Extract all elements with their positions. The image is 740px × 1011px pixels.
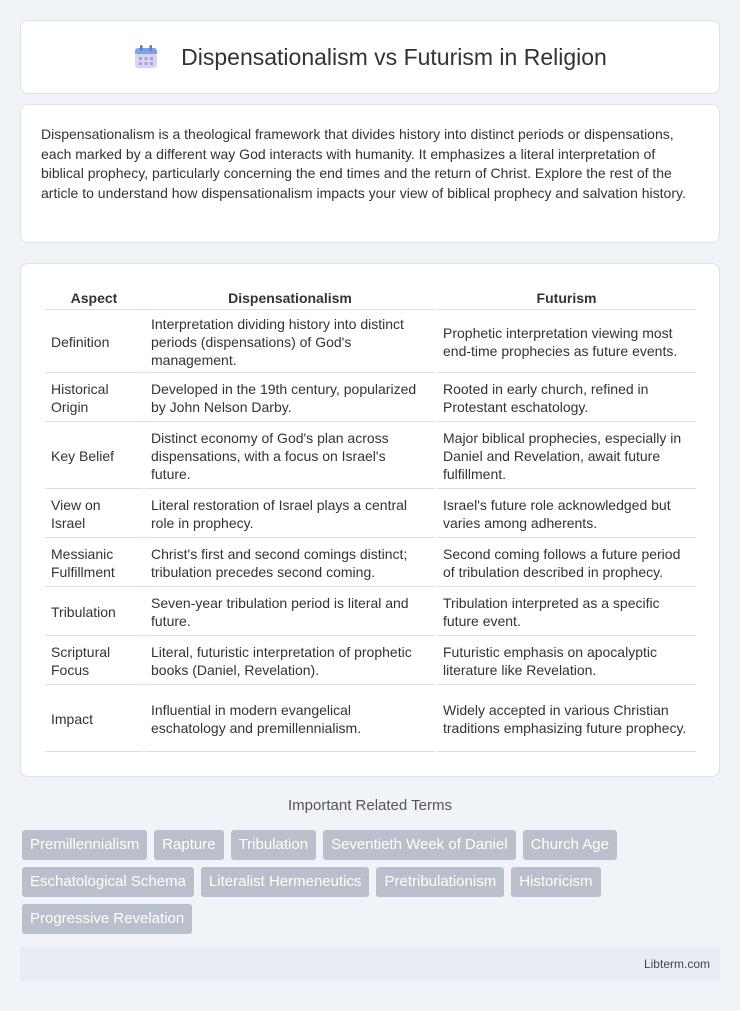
cell-aspect: Historical Origin <box>45 375 143 422</box>
cell-dispensationalism: Developed in the 19th century, popularized by John Nelson Darby. <box>145 375 435 422</box>
cell-futurism: Second coming follows a future period of tribulation described in prophecy. <box>437 540 696 587</box>
cell-dispensationalism: Christ's first and second comings distinct; tribulation precedes second coming. <box>145 540 435 587</box>
cell-futurism: Tribulation interpreted as a specific future event. <box>437 589 696 636</box>
cell-dispensationalism: Influential in modern evangelical eschatology and premillennialism. <box>145 687 435 752</box>
related-terms-section <box>0 797 740 828</box>
cell-aspect: Definition <box>45 312 143 373</box>
table-row <box>45 375 696 422</box>
tag-progressive-revelation[interactable]: Progressive Revelation <box>22 904 192 934</box>
table-row <box>45 638 696 685</box>
cell-futurism: Israel's future role acknowledged but varies among adherents. <box>437 491 696 538</box>
intro-card <box>20 104 720 243</box>
tag-rapture[interactable]: Rapture <box>154 830 223 860</box>
page-title: Dispensationalism vs Futurism in Religion <box>181 43 607 70</box>
calendar-icon <box>133 44 159 70</box>
cell-dispensationalism: Literal, futuristic interpretation of prophetic books (Daniel, Revelation). <box>145 638 435 685</box>
header-aspect: Aspect <box>45 286 143 310</box>
cell-dispensationalism: Seven-year tribulation period is literal and future. <box>145 589 435 636</box>
cell-aspect: View on Israel <box>45 491 143 538</box>
footer <box>20 947 720 981</box>
cell-aspect: Messianic Fulfillment <box>45 540 143 587</box>
cell-dispensationalism: Distinct economy of God's plan across dispensations, with a focus on Israel's future. <box>145 424 435 489</box>
table-row <box>45 589 696 636</box>
cell-futurism: Futuristic emphasis on apocalyptic literature like Revelation. <box>437 638 696 685</box>
footer-site-link[interactable]: Libterm.com <box>643 957 710 971</box>
header-futurism: Futurism <box>437 286 696 310</box>
table-row <box>45 312 696 373</box>
tag-pretribulationism[interactable]: Pretribulationism <box>376 867 504 897</box>
table-row <box>45 540 696 587</box>
cell-aspect: Key Belief <box>45 424 143 489</box>
cell-dispensationalism: Literal restoration of Israel plays a central role in prophecy. <box>145 491 435 538</box>
intro-text: Dispensationalism is a theological framework that divides history into distinct periods or dispensations, each marked by a different way God interacts with humanity. It emphasizes a literal interpretation of biblical prophecy, particularly concerning the end times and the return of Christ. Explore the rest of the article to understand how dispensationalism impacts your view of biblical prophecy and salvation history. <box>41 126 686 201</box>
cell-futurism: Prophetic interpretation viewing most end-time prophecies as future events. <box>437 312 696 373</box>
related-terms-tags <box>22 830 722 934</box>
table-row <box>45 687 696 752</box>
cell-futurism: Rooted in early church, refined in Protestant eschatology. <box>437 375 696 422</box>
comparison-table-card <box>20 263 720 777</box>
table-row <box>45 491 696 538</box>
tag-literalist-hermeneutics[interactable]: Literalist Hermeneutics <box>201 867 370 897</box>
tag-eschatological-schema[interactable]: Eschatological Schema <box>22 867 194 897</box>
cell-aspect: Impact <box>45 687 143 752</box>
tag-premillennialism[interactable]: Premillennialism <box>22 830 147 860</box>
cell-futurism: Widely accepted in various Christian traditions emphasizing future prophecy. <box>437 687 696 752</box>
title-card <box>20 20 720 94</box>
table-header-row <box>45 286 696 310</box>
cell-dispensationalism: Interpretation dividing history into distinct periods (dispensations) of God's management. <box>145 312 435 373</box>
tag-church-age[interactable]: Church Age <box>523 830 617 860</box>
cell-aspect: Scriptural Focus <box>45 638 143 685</box>
cell-aspect: Tribulation <box>45 589 143 636</box>
header-dispensationalism: Dispensationalism <box>145 286 435 310</box>
comparison-table <box>43 284 698 754</box>
tag-seventieth-week-of-daniel[interactable]: Seventieth Week of Daniel <box>323 830 516 860</box>
tag-historicism[interactable]: Historicism <box>511 867 600 897</box>
table-row <box>45 424 696 489</box>
tag-tribulation[interactable]: Tribulation <box>231 830 316 860</box>
related-terms-title: Important Related Terms <box>288 797 452 814</box>
cell-futurism: Major biblical prophecies, especially in Daniel and Revelation, await future fulfillment. <box>437 424 696 489</box>
